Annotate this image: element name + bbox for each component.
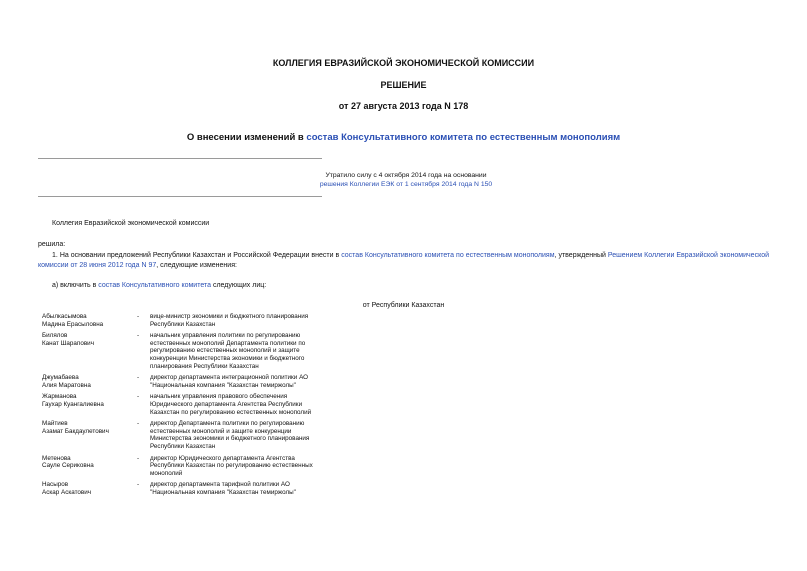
- member-position: [150, 313, 335, 328]
- divider-top: [38, 158, 322, 159]
- member-position: [150, 455, 335, 478]
- pa-suffix: следующих лиц:: [211, 282, 267, 289]
- decided-text: решила:: [38, 241, 66, 248]
- member-position-line: директор Департамента политики по регулированию: [150, 420, 305, 428]
- member-name-line: Джумабаева: [42, 374, 79, 382]
- intro-text: Коллегия Евразийской экономической комиссии: [52, 220, 210, 227]
- member-position-line: конкуренции Министерства экономики и бюджетного: [150, 354, 305, 362]
- member-name: [42, 313, 137, 328]
- p1-text-b: , утвержденный: [554, 252, 608, 259]
- member-name-line: Билялов: [42, 332, 68, 340]
- member-position-line: монополий: [150, 469, 183, 477]
- member-dash: -: [137, 481, 140, 489]
- member-row: [42, 481, 335, 496]
- paragraph-a: [52, 281, 266, 291]
- member-position: [150, 374, 335, 389]
- member-position-line: начальник управления политики по регулированию: [150, 332, 301, 340]
- member-dash: -: [137, 332, 140, 340]
- members-table: [42, 313, 335, 500]
- member-name: [42, 374, 137, 389]
- member-position: [150, 393, 335, 416]
- members-body: [42, 313, 335, 500]
- title-link[interactable]: состав Консультативного комитета по естественным монополиям: [306, 132, 621, 143]
- member-position-line: "Национальная компания "Казахстан темиржолы": [150, 381, 296, 389]
- divider-bottom: [38, 196, 322, 197]
- member-position-line: Республики Казахстан: [150, 442, 216, 450]
- member-dash: -: [137, 374, 140, 382]
- member-position: [150, 332, 335, 370]
- member-dash: -: [137, 393, 140, 401]
- member-position-line: Юридического департамента Агентства Республики: [150, 400, 303, 408]
- member-name-line: Абылкасымова: [42, 313, 87, 320]
- status-line: Утратило силу с 4 октября 2014 года на основании: [325, 172, 487, 179]
- p1-text-a: 1. На основании предложений Республики Казахстан и Российской Федерации внести в: [52, 252, 342, 259]
- member-position-line: Казахстан по регулированию естественных монополий: [150, 408, 312, 416]
- p1-link-decision[interactable]: Решением Коллегии Евразийской экономической комиссии от 28 июня 2012 года N 97: [38, 252, 770, 269]
- member-position-line: планирования Республики Казахстан: [150, 362, 259, 370]
- paragraph-1: [38, 251, 769, 270]
- pa-link[interactable]: состав Консультативного комитета: [98, 282, 212, 289]
- member-row: [42, 313, 335, 328]
- pa-prefix: а) включить в: [52, 282, 99, 289]
- member-position: [150, 420, 335, 450]
- member-position-line: директор департамента тарифной политики АО: [150, 481, 290, 489]
- status-note: [300, 171, 512, 189]
- member-name-line: Жарманова: [42, 393, 77, 401]
- member-position-line: естественных монополий и защите конкуренции: [150, 427, 292, 435]
- member-name-line: Метенова: [42, 454, 71, 462]
- member-name: [42, 455, 137, 478]
- document-title: [0, 132, 807, 143]
- member-dash: -: [137, 313, 140, 320]
- header-doc-type: РЕШЕНИЕ: [380, 80, 427, 90]
- member-position-line: "Национальная компания "Казахстан темиржолы": [150, 488, 296, 496]
- member-spacer-cell: [42, 496, 335, 500]
- member-position-line: регулированию естественных монополий и защите: [150, 347, 300, 355]
- member-name-line: Канат Шарапович: [42, 339, 94, 347]
- header-date-number: от 27 августа 2013 года N 178: [338, 101, 469, 111]
- member-position-line: Республики Казахстан по регулированию естественных: [150, 462, 313, 470]
- member-name-line: Насыров: [42, 481, 69, 489]
- member-name-line: Аскар Аскатович: [42, 488, 92, 496]
- member-name: [42, 481, 137, 496]
- p1-link-composition[interactable]: состав Консультативного комитета по естественным монополиям: [341, 252, 555, 259]
- member-spacer: [42, 496, 335, 500]
- member-position: [150, 481, 335, 496]
- member-position-line: вице-министр экономики и бюджетного планирования: [150, 313, 309, 320]
- member-name: [42, 332, 137, 370]
- header-org: КОЛЛЕГИЯ ЕВРАЗИЙСКОЙ ЭКОНОМИЧЕСКОЙ КОМИССИИ: [272, 58, 535, 68]
- member-name: [42, 420, 137, 450]
- member-position-line: директор Юридического департамента Агентства: [150, 454, 295, 462]
- status-link[interactable]: решения Коллегии ЕЭК от 1 сентября 2014 года N 150: [319, 181, 493, 188]
- member-row: [42, 420, 335, 450]
- member-name-line: Мадина Ерасыловна: [42, 320, 104, 328]
- member-name-line: Азамат Бакдаулетович: [42, 427, 109, 435]
- member-position-line: начальник управления правового обеспечения: [150, 393, 288, 401]
- member-dash: -: [137, 420, 140, 428]
- member-row: [42, 455, 335, 478]
- member-dash: -: [137, 454, 140, 462]
- member-row: [42, 393, 335, 416]
- title-prefix: О внесении изменений в: [186, 132, 307, 143]
- member-position-line: директор департамента интеграционной политики АО: [150, 374, 309, 382]
- member-name: [42, 393, 137, 416]
- member-row: [42, 374, 335, 389]
- member-name-line: Сауле Сериковна: [42, 462, 94, 470]
- member-position-line: Республики Казахстан: [150, 320, 216, 328]
- member-name-line: Майтиев: [42, 420, 68, 428]
- p1-text-c: , следующие изменения:: [156, 261, 237, 269]
- section-heading: от Республики Казахстан: [362, 302, 445, 309]
- member-position-line: естественных монополий Департамента политики по: [150, 339, 306, 347]
- member-name-line: Гаухар Куангалиевна: [42, 400, 104, 408]
- member-row: [42, 332, 335, 370]
- member-name-line: Алия Маратовна: [42, 381, 91, 389]
- member-position-line: Министерства экономики и бюджетного планирования: [150, 435, 310, 443]
